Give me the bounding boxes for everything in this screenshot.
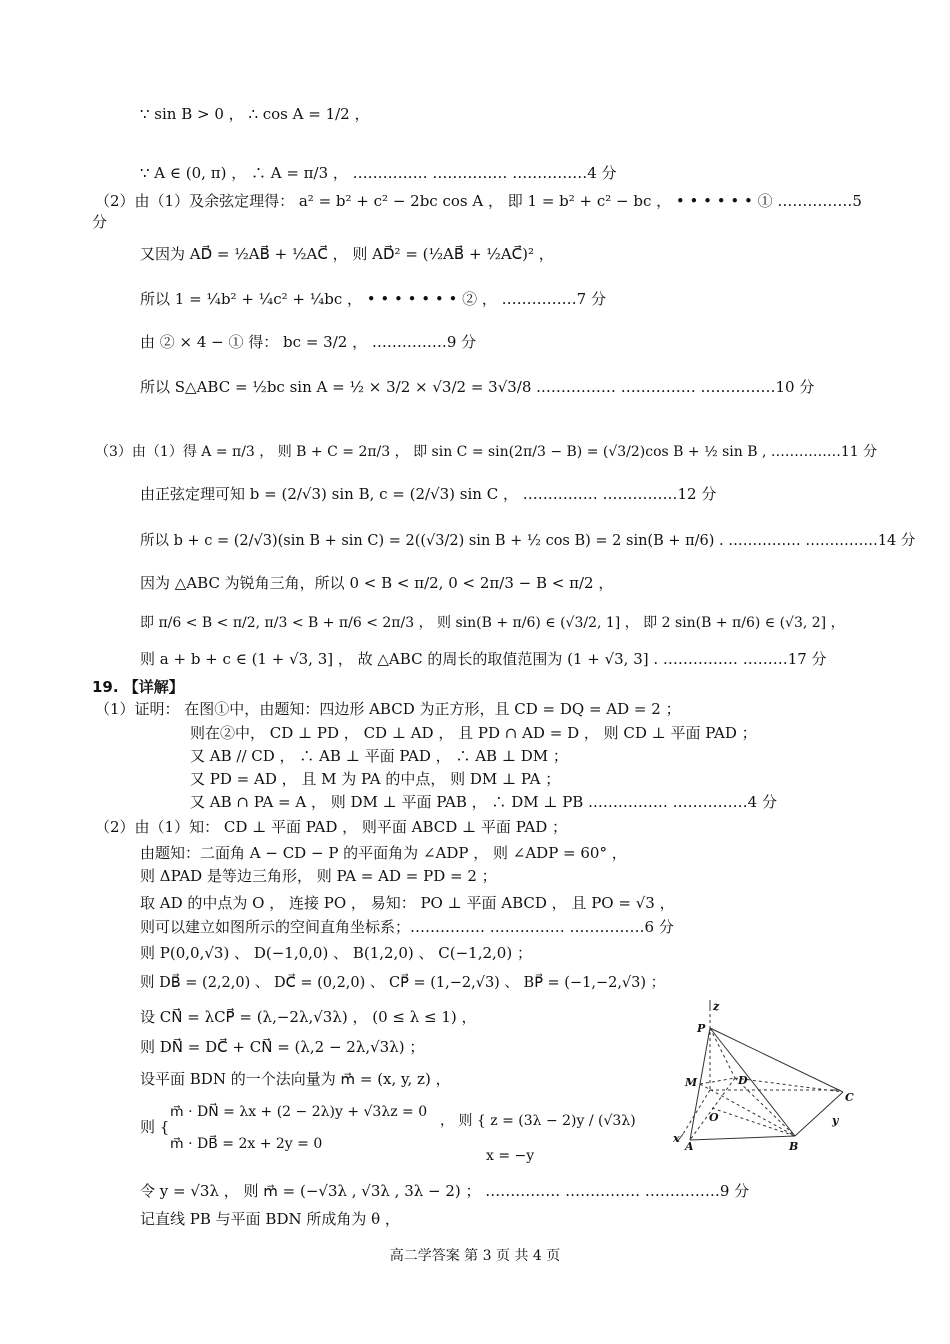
text-line: 所以 b + c = (2/√3)(sin B + sin C) = 2((√3/2) sin B + ½ cos B) = 2 sin(B + π/6) . …………… ……………14 分 [140, 533, 916, 549]
edge-AB [690, 1136, 795, 1140]
text-line: x = −y [486, 1148, 535, 1164]
text-line: 取 AD 的中点为 O ， 连接 PO ， 易知： PO ⊥ 平面 ABCD ， 且 PO = √3 ， [140, 894, 675, 912]
text-line: ∵ A ∈ (0, π) ， ∴ A = π/3 ， …………… …………… ……………4 分 [140, 164, 617, 182]
text-line: 记直线 PB 与平面 BDN 所成角为 θ ， [140, 1210, 400, 1228]
text-line: （2）由（1）及余弦定理得： a² = b² + c² − 2bc cos A ， 即 1 = b² + c² − bc ， • • • • • • ① ……………5 [95, 192, 862, 210]
segment-OB [712, 1108, 795, 1136]
text-line: ∵ sin B > 0 ， ∴ cos A = 1/2 ， [140, 105, 370, 123]
label-D: D [738, 1074, 748, 1087]
segment-MB [700, 1084, 795, 1136]
label-P: P [697, 1022, 706, 1035]
label-y: y [832, 1114, 839, 1127]
text-line: 则 ΔPAD 是等边三角形， 则 PA = AD = PD = 2 ； [140, 867, 497, 885]
page-footer: 高二学答案 第 3 页 共 4 页 [389, 1248, 561, 1264]
text-line: 即 π/6 < B < π/2, π/3 < B + π/6 < 2π/3 ， 则 sin(B + π/6) ∈ (√3/2, 1] ， 即 2 sin(B + π/6) ∈ (√3, 2] ， [140, 615, 845, 631]
text-line: 又因为 AD⃗ = ½AB⃗ + ½AC⃗ ， 则 AD⃗² = (½AB⃗ + ½AC⃗)² ， [140, 245, 554, 263]
text-line: ， 则 { z = (3λ − 2)y / (√3λ) [440, 1113, 636, 1129]
text-line: 由 ② × 4 − ① 得： bc = 3/2 ， ……………9 分 [140, 333, 477, 351]
text-line: 分 [92, 213, 108, 231]
text-line: m⃗ · DN⃗ = λx + (2 − 2λ)y + √3λz = 0 [170, 1104, 428, 1120]
text-line: （3）由（1）得 A = π/3 ， 则 B + C = 2π/3 ， 即 sin C = sin(2π/3 − B) = (√3/2)cos B + ½ sin B , ……………11 分 [95, 444, 878, 460]
text-line: 则可以建立如图所示的空间直角坐标系；…………… …………… ……………6 分 [140, 918, 674, 936]
text-line: 由题知：二面角 A − CD − P 的平面角为 ∠ADP ， 则 ∠ADP = 60° ， [140, 844, 627, 862]
text-line: 所以 1 = ¼b² + ¼c² + ¼bc ， • • • • • • • ② ， ……………7 分 [140, 290, 606, 308]
text-line: 令 y = √3λ ， 则 m⃗ = (−√3λ , √3λ , 3λ − 2) ； …………… …………… ……………9 分 [140, 1182, 750, 1200]
text-line: 则在②中， CD ⊥ PD ， CD ⊥ AD ， 且 PD ∩ AD = D ， 则 CD ⊥ 平面 PAD ； [190, 724, 757, 742]
text-line: 因为 △ABC 为锐角三角，所以 0 < B < π/2, 0 < 2π/3 − B < π/2 ， [140, 574, 614, 592]
text-line: 又 AB // CD ， ∴ AB ⊥ 平面 PAD ， ∴ AB ⊥ DM ； [190, 747, 568, 765]
label-O: O [709, 1111, 719, 1124]
edge-PC [710, 1028, 843, 1092]
edge-PB [710, 1028, 795, 1136]
text-line: 设 CN⃗ = λCP⃗ = (λ,−2λ,√3λ) ， (0 ≤ λ ≤ 1) ， [140, 1008, 477, 1026]
edge-PD [710, 1028, 735, 1078]
text-line: 设平面 BDN 的一个法向量为 m⃗ = (x, y, z) ， [140, 1070, 451, 1088]
pyramid-figure [665, 1000, 870, 1160]
text-line: （2）由（1）知： CD ⊥ 平面 PAD ， 则平面 ABCD ⊥ 平面 PAD ； [95, 818, 568, 836]
label-C: C [845, 1091, 854, 1104]
label-x: x [673, 1132, 680, 1145]
text-line: 则 { [140, 1118, 170, 1136]
text-line: 又 PD = AD ， 且 M 为 PA 的中点， 则 DM ⊥ PA ； [190, 770, 561, 788]
section-header: 19. 【详解】 [92, 678, 184, 696]
text-line: 则 DN⃗ = DC⃗ + CN⃗ = (λ,2 − 2λ,√3λ) ； [140, 1038, 425, 1056]
text-line: 则 DB⃗ = (2,2,0) 、 DC⃗ = (0,2,0) 、 CP⃗ = (1,−2,√3) 、 BP⃗ = (−1,−2,√3) ； [140, 975, 666, 991]
text-line: m⃗ · DB⃗ = 2x + 2y = 0 [170, 1136, 323, 1152]
text-line: 则 a + b + c ∈ (1 + √3, 3] ， 故 △ABC 的周长的取值范围为 (1 + √3, 3] . …………… ………17 分 [140, 650, 827, 668]
text-line: 则 P(0,0,√3) 、 D(−1,0,0) 、 B(1,2,0) 、 C(−1,2,0) ； [140, 944, 532, 962]
text-line: 所以 S△ABC = ½bc sin A = ½ × 3/2 × √3/2 = 3√3/8 .…………… …………… ……………10 分 [140, 378, 815, 396]
text-line: 由正弦定理可知 b = (2/√3) sin B, c = (2/√3) sin C ， …………… ……………12 分 [140, 485, 717, 503]
segment-MD [700, 1078, 735, 1084]
label-A: A [685, 1140, 694, 1153]
label-B: B [789, 1140, 799, 1153]
x-axis-dashed [683, 1090, 710, 1134]
text-line: （1）证明： 在图①中，由题知：四边形 ABCD 为正方形，且 CD = DQ = AD = 2 ； [95, 700, 681, 718]
text-line: 又 AB ∩ PA = A ， 则 DM ⊥ 平面 PAB ， ∴ DM ⊥ PB .…………… ……………4 分 [190, 793, 777, 811]
label-z: z [713, 1000, 720, 1013]
label-M: M [685, 1076, 698, 1089]
